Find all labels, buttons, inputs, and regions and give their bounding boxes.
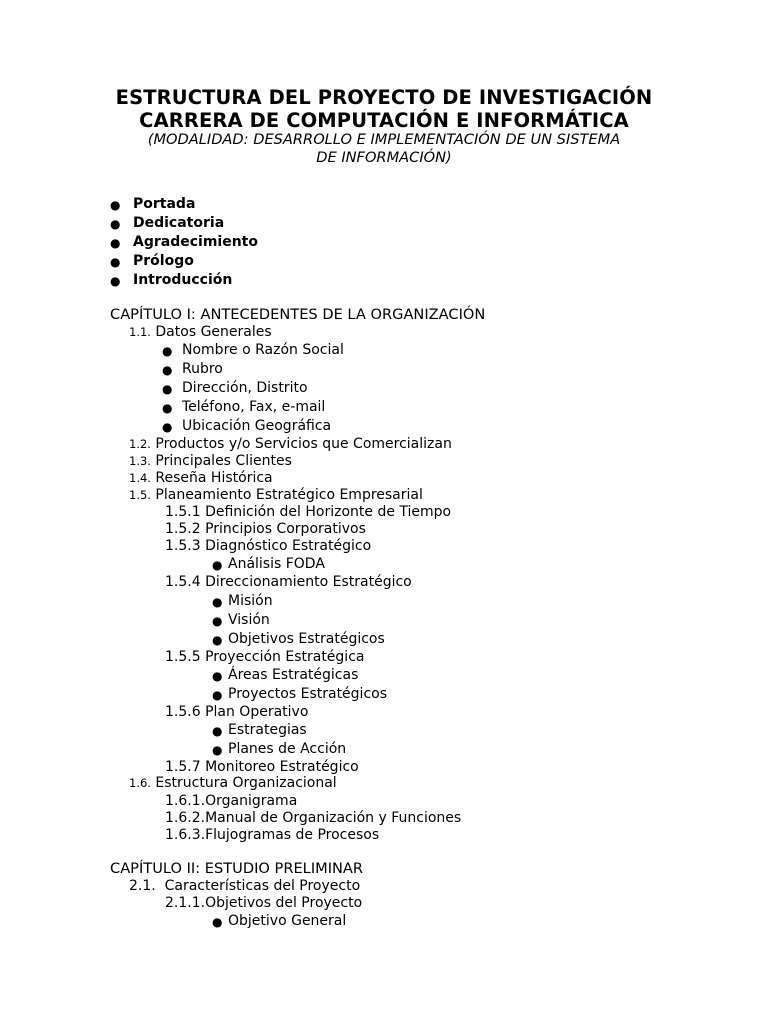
section-1-5	[129, 487, 423, 504]
list-item: Objetivo General	[228, 913, 347, 929]
subsection-1-5-7: 1.5.7 Monitoreo Estratégico	[165, 759, 359, 775]
document-title-line-1: ESTRUCTURA DEL PROYECTO DE INVESTIGACIÓN	[115, 86, 653, 109]
list-item: Estrategias	[228, 722, 307, 738]
list-item: Nombre o Razón Social	[182, 342, 344, 358]
list-item: Proyectos Estratégicos	[228, 686, 388, 702]
bullet-icon: ●	[162, 382, 173, 396]
section-2-1: 2.1. Características del Proyecto	[129, 878, 361, 894]
bullet-icon: ●	[162, 363, 173, 377]
list-item: Objetivos Estratégicos	[228, 631, 385, 647]
bullet-icon: ●	[212, 915, 223, 929]
section-1-6	[129, 775, 337, 792]
document-subtitle-line-1: (MODALIDAD: DESARROLLO E IMPLEMENTACIÓN DE UN SISTEMA	[147, 131, 621, 148]
subsection-1-6-3: 1.6.3.Flujogramas de Procesos	[165, 827, 380, 843]
section-1-1	[129, 324, 272, 341]
chapter-1-heading: CAPÍTULO I: ANTECEDENTES DE LA ORGANIZACIÓN	[110, 306, 486, 323]
section-1-3	[129, 453, 292, 470]
subsection-1-5-4: 1.5.4 Direccionamiento Estratégico	[165, 574, 412, 590]
front-matter-item: Prólogo	[133, 253, 194, 269]
section-title: Datos Generales	[155, 324, 272, 340]
subsection-1-5-2: 1.5.2 Principios Corporativos	[165, 521, 366, 537]
section-number: 1.6.	[129, 776, 151, 790]
bullet-icon: ●	[212, 743, 223, 757]
bullet-icon: ●	[110, 274, 121, 288]
bullet-icon: ●	[110, 236, 121, 250]
subsection-1-6-2: 1.6.2.Manual de Organización y Funciones	[165, 810, 462, 826]
bullet-icon: ●	[212, 558, 223, 572]
section-number: 1.5.	[129, 488, 151, 502]
section-title: Productos y/o Servicios que Comercializan	[155, 436, 452, 452]
bullet-icon: ●	[162, 401, 173, 415]
list-item: Planes de Acción	[228, 741, 347, 757]
front-matter-item: Portada	[133, 196, 196, 212]
front-matter-item: Agradecimiento	[133, 234, 258, 250]
bullet-icon: ●	[212, 669, 223, 683]
list-item: Áreas Estratégicas	[228, 667, 359, 683]
subsection-2-1-1: 2.1.1.Objetivos del Proyecto	[165, 895, 363, 911]
section-title: Principales Clientes	[155, 453, 292, 469]
list-item: Misión	[228, 593, 273, 609]
subsection-1-5-6: 1.5.6 Plan Operativo	[165, 704, 309, 720]
list-item: Dirección, Distrito	[182, 380, 308, 396]
bullet-icon: ●	[212, 614, 223, 628]
list-item: Rubro	[182, 361, 223, 377]
bullet-icon: ●	[110, 217, 121, 231]
section-number: 1.1.	[129, 325, 151, 339]
bullet-icon: ●	[212, 633, 223, 647]
section-1-4	[129, 470, 273, 487]
section-number: 1.3.	[129, 454, 151, 468]
subsection-1-5-1: 1.5.1 Definición del Horizonte de Tiempo	[165, 504, 452, 520]
front-matter-item: Dedicatoria	[133, 215, 225, 231]
bullet-icon: ●	[110, 198, 121, 212]
bullet-icon: ●	[162, 420, 173, 434]
subsection-1-5-3: 1.5.3 Diagnóstico Estratégico	[165, 538, 372, 554]
list-item: Visión	[228, 612, 270, 628]
bullet-icon: ●	[162, 344, 173, 358]
section-title: Estructura Organizacional	[155, 775, 337, 791]
front-matter-item: Introducción	[133, 272, 233, 288]
section-number: 1.2.	[129, 437, 151, 451]
subsection-1-6-1: 1.6.1.Organigrama	[165, 793, 298, 809]
section-title: Reseña Histórica	[155, 470, 273, 486]
list-item: Ubicación Geográfica	[182, 418, 332, 434]
section-title: Planeamiento Estratégico Empresarial	[155, 487, 423, 503]
list-item: Teléfono, Fax, e-mail	[182, 399, 326, 415]
section-number: 1.4.	[129, 471, 151, 485]
document-subtitle-line-2: DE INFORMACIÓN)	[316, 149, 452, 166]
bullet-icon: ●	[212, 688, 223, 702]
bullet-icon: ●	[212, 595, 223, 609]
chapter-2-heading: CAPÍTULO II: ESTUDIO PRELIMINAR	[110, 860, 364, 877]
section-1-2	[129, 436, 452, 453]
document-title-line-2: CARRERA DE COMPUTACIÓN E INFORMÁTICA	[139, 109, 629, 132]
subsection-1-5-5: 1.5.5 Proyección Estratégica	[165, 649, 365, 665]
bullet-icon: ●	[212, 724, 223, 738]
bullet-icon: ●	[110, 255, 121, 269]
list-item: Análisis FODA	[228, 556, 325, 572]
